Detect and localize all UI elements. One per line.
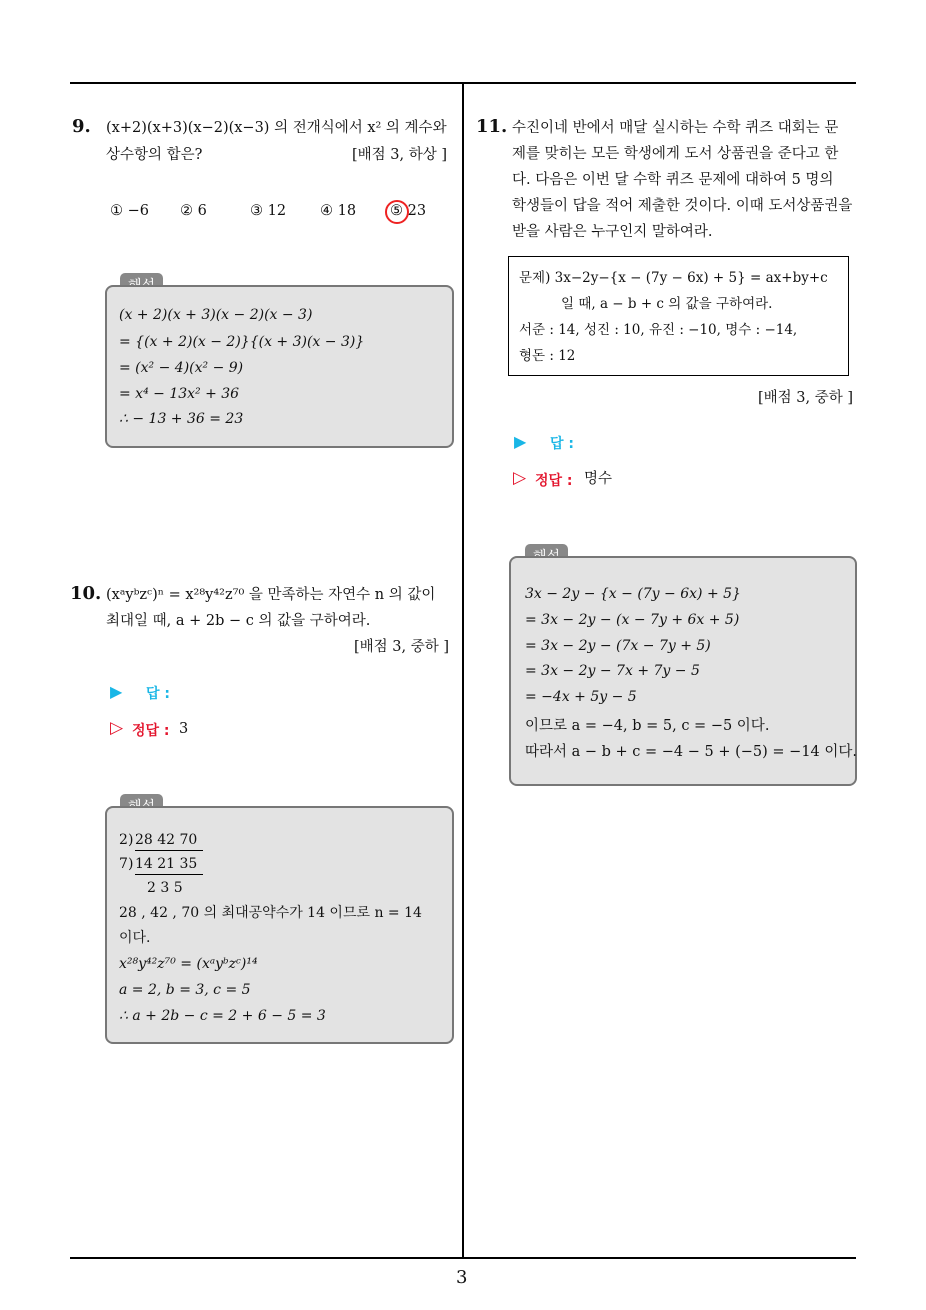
score-label: [배점 3, 중하 ] xyxy=(758,390,854,406)
column-divider xyxy=(462,82,464,1258)
question-text: (xᵃyᵇzᶜ)ⁿ = x²⁸y⁴²z⁷⁰ 을 만족하는 자연수 n 의 값이 xyxy=(106,587,436,603)
solution-line: 3x − 2y − {x − (7y − 6x) + 5} xyxy=(525,586,741,602)
question-text: 수진이네 반에서 매달 실시하는 수학 퀴즈 대회는 문 xyxy=(512,120,839,136)
question-text: (x+2)(x+3)(x−2)(x−3) 의 전개식에서 x² 의 계수와 xyxy=(106,120,447,136)
answer-arrow-icon: ▶ xyxy=(110,682,123,701)
problem-line: 일 때, a − b + c 의 값을 구하여라. xyxy=(561,296,773,312)
correct-label: 정답 : xyxy=(535,473,573,489)
solution-line: = 3x − 2y − 7x + 7y − 5 xyxy=(525,663,700,679)
selected-answer-circle-icon xyxy=(385,200,409,224)
solution-box xyxy=(105,806,454,1044)
problem-line: 형돈 : 12 xyxy=(519,348,576,364)
choice-4[interactable]: ④ 18 xyxy=(320,203,357,219)
solution-line: ∴ − 13 + 36 = 23 xyxy=(119,411,244,427)
question-number: 9. xyxy=(72,116,91,137)
solution-line: (x + 2)(x + 3)(x − 2)(x − 3) xyxy=(119,307,313,323)
answer-arrow-icon: ▶ xyxy=(514,432,527,451)
solution-line: = (x² − 4)(x² − 9) xyxy=(119,360,244,376)
score-label: [배점 3, 하상 ] xyxy=(352,147,448,163)
solution-line: 이므로 a = −4, b = 5, c = −5 이다. xyxy=(525,718,770,734)
correct-arrow-icon: ▷ xyxy=(110,718,124,738)
solution-line: 따라서 a − b + c = −4 − 5 + (−5) = −14 이다. xyxy=(525,744,858,760)
question-text: 상수항의 합은? xyxy=(106,147,203,163)
problem-box xyxy=(508,256,849,376)
question-text: 최대일 때, a + 2b − c 의 값을 구하여라. xyxy=(106,613,371,629)
solution-line: = −4x + 5y − 5 xyxy=(525,689,637,705)
solution-line: x²⁸y⁴²z⁷⁰ = (xᵃyᵇzᶜ)¹⁴ xyxy=(119,956,258,972)
solution-line: = 3x − 2y − (7x − 7y + 5) xyxy=(525,638,711,654)
solution-line: ∴ a + 2b − c = 2 + 6 − 5 = 3 xyxy=(119,1008,326,1024)
question-number: 11. xyxy=(476,116,508,137)
problem-line: 서준 : 14, 성진 : 10, 유진 : −10, 명수 : −14, xyxy=(519,322,798,338)
answer-label: 답 : xyxy=(146,686,170,702)
question-text: 다. 다음은 이번 달 수학 퀴즈 문제에 대하여 5 명의 xyxy=(512,172,834,188)
solution-box xyxy=(509,556,857,786)
score-label: [배점 3, 중하 ] xyxy=(354,639,450,655)
correct-value: 명수 xyxy=(584,471,613,487)
division-quotient: 2 3 5 xyxy=(147,880,183,896)
correct-arrow-icon: ▷ xyxy=(513,468,527,488)
correct-label: 정답 : xyxy=(132,723,170,739)
choice-5[interactable]: ⑤ 23 xyxy=(390,203,427,219)
choice-1[interactable]: ① −6 xyxy=(110,203,149,219)
division-divisor: 2 xyxy=(119,832,128,848)
choice-2[interactable]: ② 6 xyxy=(180,203,207,219)
solution-line: 28 , 42 , 70 의 최대공약수가 14 이므로 n = 14 xyxy=(119,905,422,921)
division-values: 14 21 35 xyxy=(135,854,203,875)
correct-value: 3 xyxy=(179,721,189,737)
question-text: 제를 맞히는 모든 학생에게 도서 상품권을 준다고 한 xyxy=(512,146,839,162)
solution-box xyxy=(105,285,454,448)
page-number: 3 xyxy=(456,1267,468,1288)
answer-label: 답 : xyxy=(550,436,574,452)
bottom-rule xyxy=(70,1257,856,1259)
question-text: 학생들이 답을 적어 제출한 것이다. 이때 도서상품권을 xyxy=(512,198,853,214)
division-values: 28 42 70 xyxy=(135,830,203,851)
solution-line: a = 2, b = 3, c = 5 xyxy=(119,982,251,998)
solution-line: = x⁴ − 13x² + 36 xyxy=(119,386,240,402)
division-paren-icon: ) xyxy=(128,856,134,872)
question-text: 받을 사람은 누구인지 말하여라. xyxy=(512,224,713,240)
solution-line: = 3x − 2y − (x − 7y + 6x + 5) xyxy=(525,612,740,628)
choice-3[interactable]: ③ 12 xyxy=(250,203,287,219)
division-paren-icon: ) xyxy=(128,832,134,848)
problem-line: 문제) 3x−2y−{x − (7y − 6x) + 5} = ax+by+c xyxy=(519,270,828,286)
solution-line: 이다. xyxy=(119,930,151,946)
solution-line: = {(x + 2)(x − 2)}{(x + 3)(x − 3)} xyxy=(119,334,365,350)
question-number: 10. xyxy=(70,583,102,604)
division-divisor: 7 xyxy=(119,856,128,872)
